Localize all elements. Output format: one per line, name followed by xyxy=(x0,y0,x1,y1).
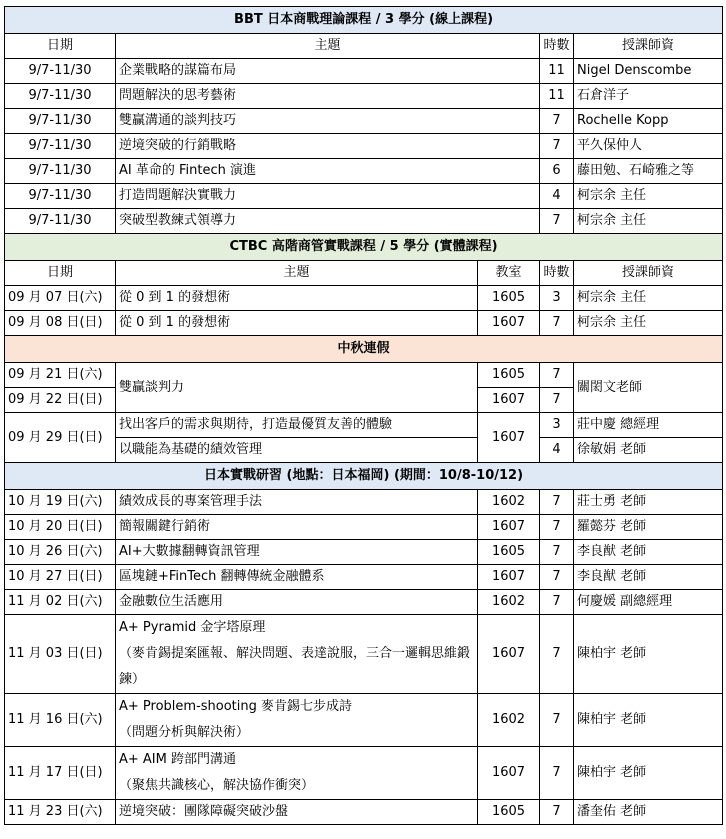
date-cell: 10 月 19 日(六) xyxy=(5,490,116,515)
col-header-topic: 主題 xyxy=(116,261,478,286)
date-cell: 10 月 20 日(日) xyxy=(5,515,116,540)
col-header-hours: 時數 xyxy=(540,261,574,286)
col-header-date: 日期 xyxy=(5,34,116,59)
topic-cell: 績效成長的專案管理手法 xyxy=(116,490,478,515)
room-cell: 1607 xyxy=(478,747,540,800)
hours-cell: 7 xyxy=(540,109,574,134)
hours-cell: 7 xyxy=(540,565,574,590)
hours-cell: 7 xyxy=(540,694,574,747)
topic-cell: 問題解決的思考藝術 xyxy=(116,84,540,109)
date-cell: 9/7-11/30 xyxy=(5,209,116,234)
topic-cell: AI+大數據翻轉資訊管理 xyxy=(116,540,478,565)
table-row xyxy=(5,615,723,694)
hours-cell: 7 xyxy=(540,515,574,540)
col-header-date: 日期 xyxy=(5,261,116,286)
hours-cell: 11 xyxy=(540,59,574,84)
room-cell: 1602 xyxy=(478,590,540,615)
hours-cell: 7 xyxy=(540,388,574,413)
table-row xyxy=(5,134,723,159)
topic-cell: 找出客戶的需求與期待，打造最優質友善的體驗 xyxy=(116,413,478,438)
teacher-cell: 藤田勉、石崎雅之等 xyxy=(574,159,723,184)
date-cell: 9/7-11/30 xyxy=(5,159,116,184)
table-row xyxy=(5,363,723,388)
room-cell: 1605 xyxy=(478,286,540,311)
topic-cell: 從 0 到 1 的發想術 xyxy=(116,286,478,311)
table-row xyxy=(5,747,723,800)
topic-cell: 打造問題解決實戰力 xyxy=(116,184,540,209)
hours-cell: 7 xyxy=(540,134,574,159)
topic-cell xyxy=(116,747,478,800)
date-cell: 10 月 27 日(日) xyxy=(5,565,116,590)
teacher-cell: 柯宗余 主任 xyxy=(574,286,723,311)
hours-cell: 4 xyxy=(540,184,574,209)
hours-cell: 3 xyxy=(540,286,574,311)
topic-line-subtitle: （問題分析與解決術） xyxy=(119,725,250,740)
topic-cell: 從 0 到 1 的發想術 xyxy=(116,311,478,336)
teacher-cell: 柯宗余 主任 xyxy=(574,311,723,336)
table-header-row xyxy=(5,261,723,286)
table-row xyxy=(5,590,723,615)
date-cell: 9/7-11/30 xyxy=(5,184,116,209)
course-schedule-table xyxy=(4,6,723,825)
hours-cell: 7 xyxy=(540,363,574,388)
date-cell: 9/7-11/30 xyxy=(5,134,116,159)
hours-cell: 4 xyxy=(540,438,574,463)
table-row xyxy=(5,159,723,184)
col-header-topic: 主題 xyxy=(116,34,540,59)
table-row xyxy=(5,694,723,747)
teacher-cell: 柯宗余 主任 xyxy=(574,209,723,234)
teacher-cell: 關閎文老師 xyxy=(574,363,723,413)
hours-cell: 7 xyxy=(540,490,574,515)
date-cell: 9/7-11/30 xyxy=(5,84,116,109)
section-title-japan: 日本實戰研習 (地點：日本福岡) (期間：10/8-10/12) xyxy=(5,463,723,490)
table-row xyxy=(5,490,723,515)
topic-cell xyxy=(116,694,478,747)
topic-line-subtitle: （麥肯錫提案匯報、解決問題、表達說服，三合一邏輯思維鍛鍊） xyxy=(119,646,471,687)
date-cell: 11 月 03 日(日) xyxy=(5,615,116,694)
teacher-cell: 平久保仲人 xyxy=(574,134,723,159)
room-cell: 1607 xyxy=(478,615,540,694)
room-cell: 1605 xyxy=(478,800,540,825)
teacher-cell: 莊士勇 老師 xyxy=(574,490,723,515)
col-header-hours: 時數 xyxy=(540,34,574,59)
room-cell: 1607 xyxy=(478,515,540,540)
topic-cell: 雙贏溝通的談判技巧 xyxy=(116,109,540,134)
teacher-cell: 陳柏宇 老師 xyxy=(574,615,723,694)
teacher-cell: 莊中慶 總經理 xyxy=(574,413,723,438)
teacher-cell: 何慶媛 副總經理 xyxy=(574,590,723,615)
table-header-row xyxy=(5,34,723,59)
table-row xyxy=(5,540,723,565)
teacher-cell: 李良猷 老師 xyxy=(574,540,723,565)
date-cell: 11 月 17 日(日) xyxy=(5,747,116,800)
hours-cell: 7 xyxy=(540,800,574,825)
topic-cell: 雙贏談判力 xyxy=(116,363,478,413)
date-cell: 11 月 23 日(六) xyxy=(5,800,116,825)
hours-cell: 7 xyxy=(540,540,574,565)
date-cell: 11 月 16 日(六) xyxy=(5,694,116,747)
table-row xyxy=(5,413,723,438)
table-row xyxy=(5,515,723,540)
room-cell: 1607 xyxy=(478,311,540,336)
teacher-cell: Nigel Denscombe xyxy=(574,59,723,84)
table-row xyxy=(5,311,723,336)
hours-cell: 11 xyxy=(540,84,574,109)
table-row xyxy=(5,184,723,209)
topic-cell: 金融數位生活應用 xyxy=(116,590,478,615)
date-cell: 09 月 29 日(日) xyxy=(5,413,116,463)
topic-cell: 區塊鏈+FinTech 翻轉傳統金融體系 xyxy=(116,565,478,590)
date-cell: 09 月 22 日(日) xyxy=(5,388,116,413)
topic-cell: 簡報關鍵行銷術 xyxy=(116,515,478,540)
teacher-cell: 陳柏宇 老師 xyxy=(574,694,723,747)
room-cell: 1607 xyxy=(478,565,540,590)
col-header-teacher: 授課師資 xyxy=(574,261,723,286)
topic-cell xyxy=(116,615,478,694)
teacher-cell: 羅懿芬 老師 xyxy=(574,515,723,540)
topic-cell: AI 革命的 Fintech 演進 xyxy=(116,159,540,184)
teacher-cell: Rochelle Kopp xyxy=(574,109,723,134)
table-row xyxy=(5,109,723,134)
topic-cell: 逆境突破：團隊障礙突破沙盤 xyxy=(116,800,478,825)
hours-cell: 7 xyxy=(540,311,574,336)
table-row xyxy=(5,286,723,311)
topic-line-title: A+ Problem-shooting 麥肯錫七步成詩 xyxy=(119,699,353,714)
hours-cell: 7 xyxy=(540,209,574,234)
room-cell: 1605 xyxy=(478,363,540,388)
table-row xyxy=(5,84,723,109)
teacher-cell: 徐敏娟 老師 xyxy=(574,438,723,463)
date-cell: 09 月 07 日(六) xyxy=(5,286,116,311)
table-row xyxy=(5,800,723,825)
date-cell: 9/7-11/30 xyxy=(5,109,116,134)
section-title-holiday: 中秋連假 xyxy=(5,336,723,363)
teacher-cell: 石倉洋子 xyxy=(574,84,723,109)
topic-line-subtitle: （聚焦共識核心，解決協作衝突） xyxy=(119,778,315,793)
room-cell: 1602 xyxy=(478,694,540,747)
date-cell: 09 月 21 日(六) xyxy=(5,363,116,388)
teacher-cell: 柯宗余 主任 xyxy=(574,184,723,209)
teacher-cell: 李良猷 老師 xyxy=(574,565,723,590)
topic-cell: 突破型教練式領導力 xyxy=(116,209,540,234)
date-cell: 09 月 08 日(日) xyxy=(5,311,116,336)
table-row xyxy=(5,565,723,590)
topic-cell: 以職能為基礎的績效管理 xyxy=(116,438,478,463)
room-cell: 1607 xyxy=(478,413,540,463)
room-cell: 1607 xyxy=(478,388,540,413)
teacher-cell: 潘奎佑 老師 xyxy=(574,800,723,825)
table-row xyxy=(5,209,723,234)
topic-line-title: A+ Pyramid 金字塔原理 xyxy=(119,620,266,635)
section-title-ctbc: CTBC 高階商管實戰課程 / 5 學分 (實體課程) xyxy=(5,234,723,261)
topic-cell: 逆境突破的行銷戰略 xyxy=(116,134,540,159)
hours-cell: 7 xyxy=(540,615,574,694)
hours-cell: 7 xyxy=(540,747,574,800)
hours-cell: 6 xyxy=(540,159,574,184)
hours-cell: 7 xyxy=(540,590,574,615)
teacher-cell: 陳柏宇 老師 xyxy=(574,747,723,800)
topic-cell: 企業戰略的謀篇布局 xyxy=(116,59,540,84)
table-row xyxy=(5,59,723,84)
date-cell: 10 月 26 日(六) xyxy=(5,540,116,565)
date-cell: 11 月 02 日(六) xyxy=(5,590,116,615)
room-cell: 1605 xyxy=(478,540,540,565)
room-cell: 1602 xyxy=(478,490,540,515)
hours-cell: 3 xyxy=(540,413,574,438)
col-header-room: 教室 xyxy=(478,261,540,286)
date-cell: 9/7-11/30 xyxy=(5,59,116,84)
section-title-bbt: BBT 日本商戰理論課程 / 3 學分 (線上課程) xyxy=(5,7,723,34)
col-header-teacher: 授課師資 xyxy=(574,34,723,59)
topic-line-title: A+ AIM 跨部門溝通 xyxy=(119,752,236,767)
